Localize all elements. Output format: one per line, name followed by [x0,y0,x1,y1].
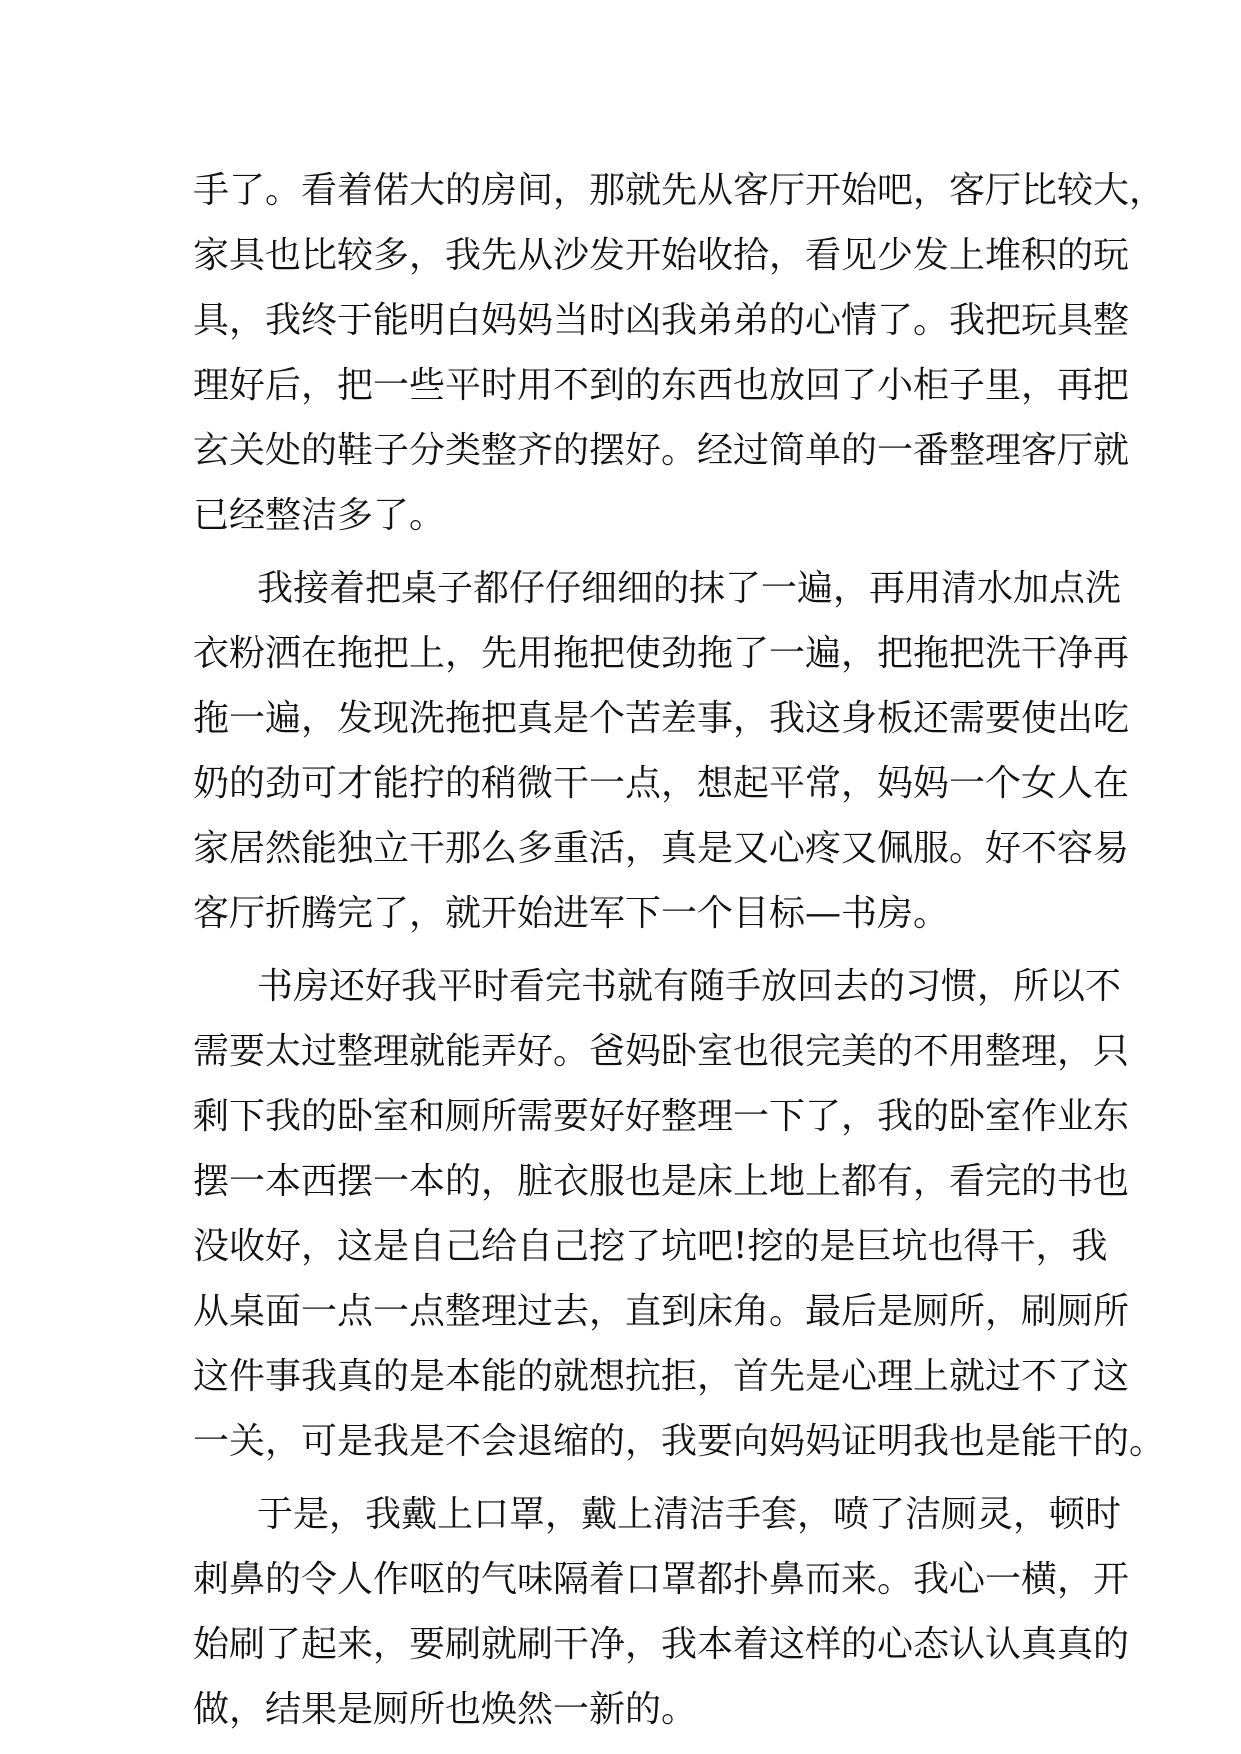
paragraph-line: 一关，可是我是不会退缩的，我要向妈妈证明我也是能干的。 [193,1421,1166,1462]
paragraph-line: 已经整洁多了。 [193,495,446,536]
paragraph-line: 家具也比较多，我先从沙发开始收拾，看见少发上堆积的玩 [193,235,1130,276]
paragraph-line: 剩下我的卧室和厕所需要好好整理一下了，我的卧室作业东 [193,1096,1130,1137]
paragraph-line: 客厅折腾完了，就开始进军下一个目标—书房。 [193,893,950,934]
paragraph-line: 玄关处的鞋子分类整齐的摆好。经过简单的一番整理客厅就 [193,430,1130,471]
paragraph-line: 始刷了起来，要刷就刷干净，我本着这样的心态认认真真的 [193,1624,1130,1665]
paragraph-line: 手了。看着偌大的房间，那就先从客厅开始吧，客厅比较大， [193,170,1166,211]
paragraph-line: 做，结果是厕所也焕然一新的。 [193,1689,698,1730]
paragraph-line: 于是，我戴上口罩，戴上清洁手套，喷了洁厕灵，顿时 [257,1494,1122,1535]
paragraph-line: 奶的劲可才能拧的稍微干一点，想起平常，妈妈一个女人在 [193,763,1130,804]
paragraph-line: 理好后，把一些平时用不到的东西也放回了小柜子里，再把 [193,365,1130,406]
paragraph-line: 没收好，这是自己给自己挖了坑吧!挖的是巨坑也得干，我 [193,1226,1108,1267]
paragraph-line: 刺鼻的令人作呕的气味隔着口罩都扑鼻而来。我心一横，开 [193,1559,1130,1600]
paragraph-line: 拖一遍，发现洗拖把真是个苦差事，我这身板还需要使出吃 [193,698,1130,739]
paragraph-line: 书房还好我平时看完书就有随手放回去的习惯，所以不 [257,966,1122,1007]
paragraph-line: 我接着把桌子都仔仔细细的抹了一遍，再用清水加点洗 [257,568,1122,609]
paragraph-line: 摆一本西摆一本的，脏衣服也是床上地上都有，看完的书也 [193,1161,1130,1202]
paragraph-line: 家居然能独立干那么多重活，真是又心疼又佩服。好不容易 [193,828,1130,869]
paragraph-4 [193,1482,1130,1742]
body-text [193,158,1166,1742]
paragraph-line: 具，我终于能明白妈妈当时凶我弟弟的心情了。我把玩具整 [193,300,1130,341]
paragraph-line: 需要太过整理就能弄好。爸妈卧室也很完美的不用整理，只 [193,1031,1130,1072]
paragraph-line: 衣粉洒在拖把上，先用拖把使劲拖了一遍，把拖把洗干净再 [193,633,1130,674]
paragraph-line: 这件事我真的是本能的就想抗拒，首先是心理上就过不了这 [193,1356,1130,1397]
paragraph-line: 从桌面一点一点整理过去，直到床角。最后是厕所，刷厕所 [193,1291,1130,1332]
paragraph-2 [193,556,1130,946]
paragraph-1 [193,158,1166,548]
paragraph-3 [193,954,1166,1474]
